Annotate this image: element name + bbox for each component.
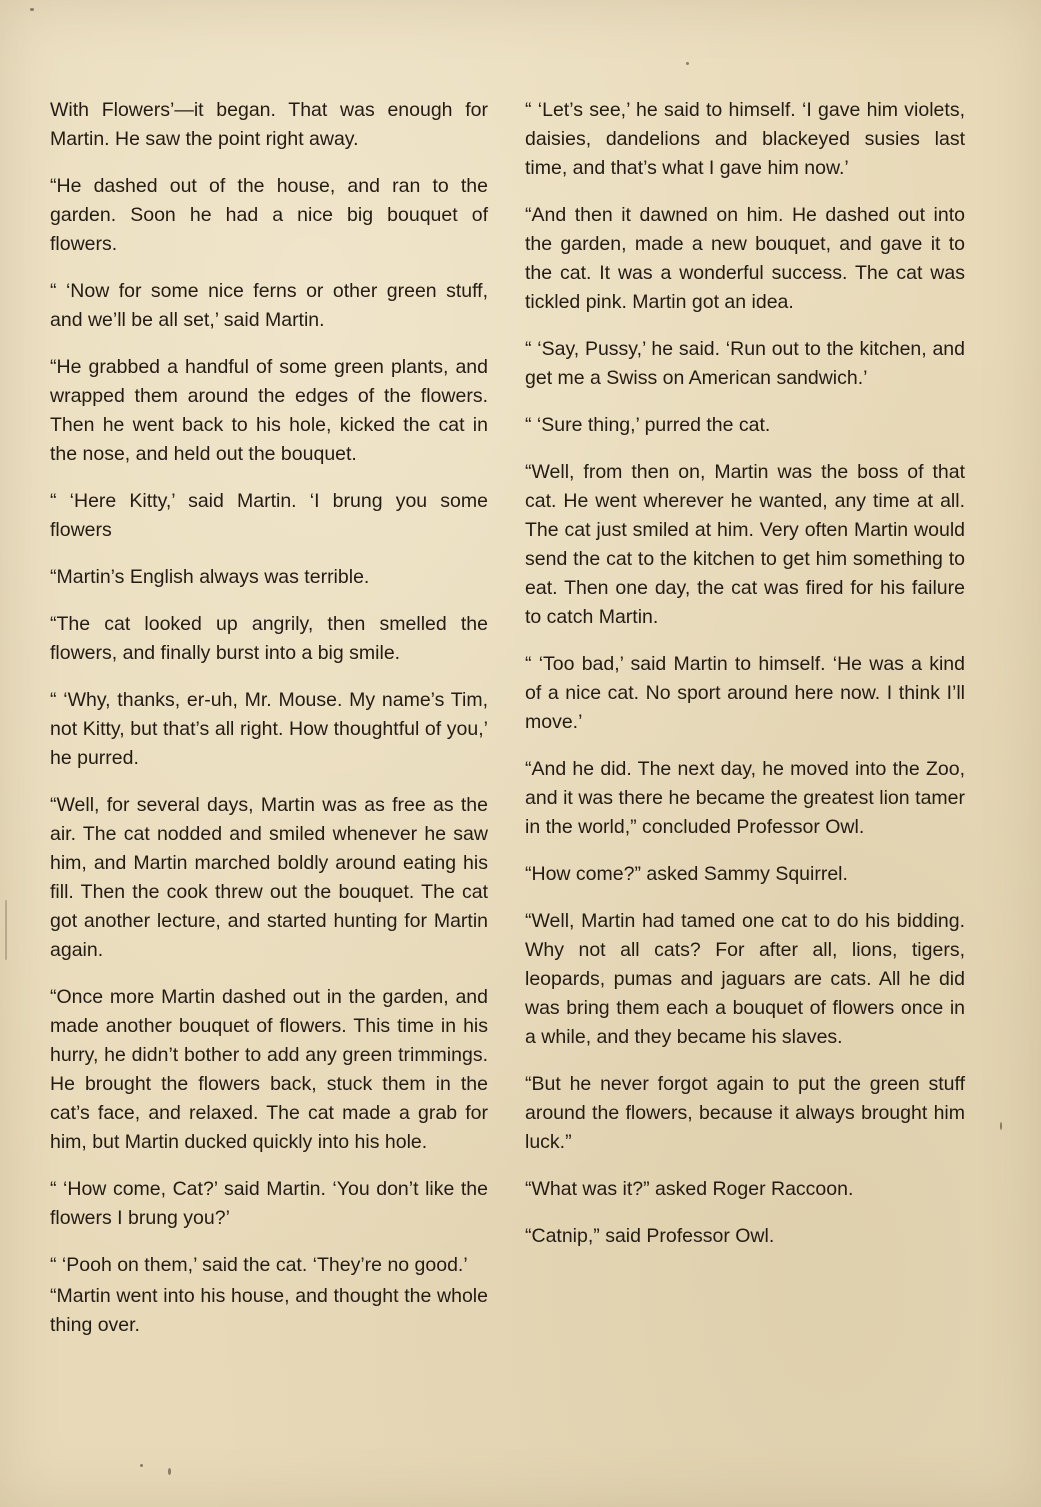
paragraph: “And he did. The next day, he moved into the Zoo, and it was there he became the greatest lion tamer in the world,” concluded Professor Owl. [525, 758, 965, 838]
right-column [525, 96, 965, 1269]
paragraph: “ ‘Say, Pussy,’ he said. ‘Run out to the kitchen, and get me a Swiss on American sandwich.’ [525, 338, 965, 389]
paragraph: “The cat looked up angrily, then smelled the flowers, and finally burst into a big smile. [50, 613, 488, 664]
paragraph: “And then it dawned on him. He dashed out into the garden, made a new bouquet, and gave it to the cat. It was a wonderful success. The cat was tickled pink. Martin got an idea. [525, 204, 965, 313]
paragraph: “ ‘Here Kitty,’ said Martin. ‘I brung you some flowers [50, 490, 488, 541]
paragraph: “ ‘Why, thanks, er-uh, Mr. Mouse. My name’s Tim, not Kitty, but that’s all right. How thoughtful of you,’ he purred. [50, 689, 488, 769]
paper-speck [30, 8, 34, 11]
paragraph: “How come?” asked Sammy Squirrel. [525, 863, 848, 885]
paper-edge-mark [5, 900, 7, 960]
paragraph: “He grabbed a handful of some green plants, and wrapped them around the edges of the flowers. Then he went back to his hole, kicked the cat in the nose, and held out the bouquet. [50, 356, 488, 465]
paragraph: “ ‘Now for some nice ferns or other green stuff, and we’ll be all set,’ said Martin. [50, 280, 488, 331]
paragraph: “Martin went into his house, and thought the whole thing over. [50, 1285, 488, 1336]
paragraph: “ ‘Too bad,’ said Martin to himself. ‘He was a kind of a nice cat. No sport around here now. I think I’ll move.’ [525, 653, 965, 733]
paragraph: “What was it?” asked Roger Raccoon. [525, 1178, 854, 1200]
paragraph: “He dashed out of the house, and ran to the garden. Soon he had a nice big bouquet of flowers. [50, 175, 488, 255]
left-column [50, 96, 488, 1358]
paragraph: “ ‘How come, Cat?’ said Martin. ‘You don’t like the flowers I brung you?’ [50, 1178, 488, 1229]
paragraph: With Flowers’—it began. That was enough for Martin. He saw the point right away. [50, 99, 488, 150]
paper-speck [168, 1468, 171, 1475]
paper-speck [140, 1464, 143, 1467]
paragraph: “ ‘Pooh on them,’ said the cat. ‘They’re no good.’ [50, 1254, 468, 1276]
paragraph: “Well, Martin had tamed one cat to do his bidding. Why not all cats? For after all, lions, tigers, leopards, pumas and jaguars are cats. All he did was bring them each a bouquet of flowers once in a while, and they became his slaves. [525, 910, 965, 1048]
paragraph: “Once more Martin dashed out in the garden, and made another bouquet of flowers. This time in his hurry, he didn’t bother to add any green trimmings. He brought the flowers back, stuck them in the cat’s face, and relaxed. The cat made a grab for him, but Martin ducked quickly into his hole. [50, 986, 488, 1153]
paragraph: “But he never forgot again to put the green stuff around the flowers, because it always brought him luck.” [525, 1073, 965, 1153]
paragraph: “Well, from then on, Martin was the boss of that cat. He went wherever he wanted, any time at all. The cat just smiled at him. Very often Martin would send the cat to the kitchen to get him something to eat. Then one day, the cat was fired for his failure to catch Martin. [525, 461, 965, 628]
paragraph: “Catnip,” said Professor Owl. [525, 1225, 775, 1247]
paper-speck [686, 62, 689, 65]
paragraph: “Martin’s English always was terrible. [50, 566, 370, 588]
paragraph: “ ‘Let’s see,’ he said to himself. ‘I gave him violets, daisies, dandelions and blackeyed susies last time, and that’s what I gave him now.’ [525, 99, 965, 179]
paragraph: “ ‘Sure thing,’ purred the cat. [525, 414, 771, 436]
paragraph: “Well, for several days, Martin was as free as the air. The cat nodded and smiled whenever he saw him, and Martin marched boldly around eating his fill. Then the cook threw out the bouquet. The cat got another lecture, and started hunting for Martin again. [50, 794, 488, 961]
paper-speck [1000, 1122, 1002, 1130]
